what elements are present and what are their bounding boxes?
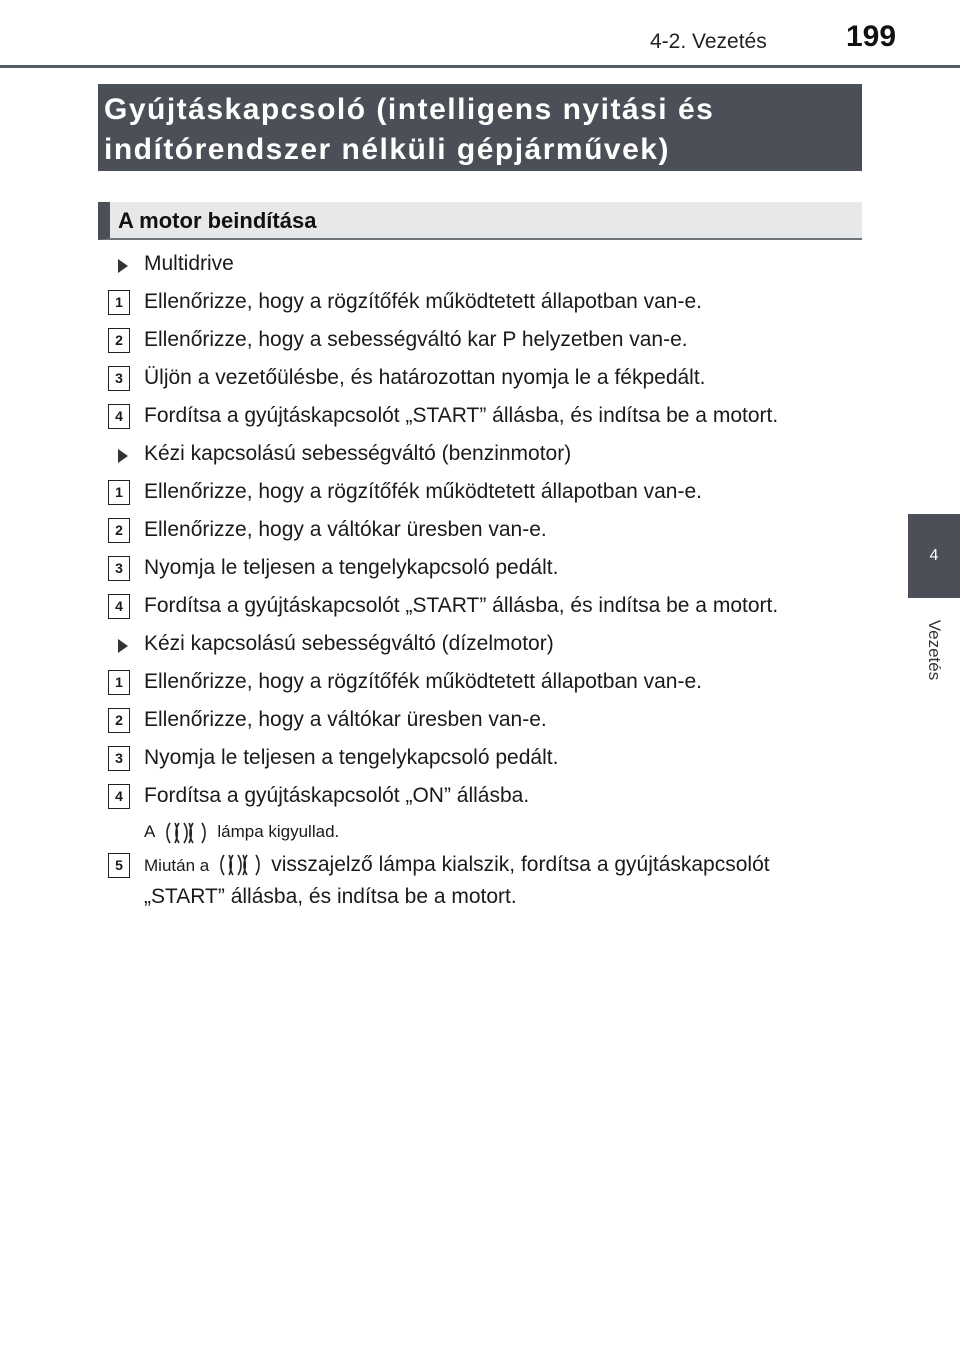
step5-after: visszajelző lámpa kialszik, fordítsa a gyújtáskapcsolót (271, 853, 770, 876)
step-number: 4 (108, 594, 130, 619)
step-row (0, 665, 880, 699)
section-subheading-text: A motor beindítása (118, 208, 317, 233)
step-row (0, 741, 880, 775)
header-rule (0, 65, 960, 68)
step-row (0, 848, 880, 882)
step-number: 2 (108, 328, 130, 353)
step-number: 4 (108, 404, 130, 429)
page-number: 199 (846, 20, 897, 53)
step5-line2: „START” állásba, és indítsa be a motort. (144, 885, 517, 908)
step5-before: Miután a (144, 856, 210, 875)
step-text: Fordítsa a gyújtáskapcsolót „ON” állásba. (144, 784, 530, 807)
lamp-note (0, 815, 880, 849)
step-row (0, 285, 880, 319)
step-number: 2 (108, 518, 130, 543)
glow-plug-indicator-icon (219, 852, 261, 878)
chapter-tab-number: 4 (929, 547, 939, 564)
step-number: 1 (108, 670, 130, 695)
step-row (0, 551, 880, 585)
step-row (0, 513, 880, 547)
step-text: Ellenőrizze, hogy a rögzítőfék működtetett állapotban van-e. (144, 290, 702, 313)
step-row (0, 779, 880, 813)
triangle-bullet-icon (118, 449, 128, 463)
step-number: 4 (108, 784, 130, 809)
group-heading-multidrive: Multidrive (0, 247, 880, 281)
step-number: 3 (108, 556, 130, 581)
step-text: Ellenőrizze, hogy a sebességváltó kar P helyzetben van-e. (144, 328, 688, 351)
step-number: 2 (108, 708, 130, 733)
triangle-bullet-icon (118, 639, 128, 653)
step-number: 3 (108, 366, 130, 391)
lamp-note-after: lámpa kigyullad. (217, 822, 340, 841)
lamp-note-before: A (144, 822, 156, 841)
step-number: 5 (108, 853, 130, 878)
step-text: Nyomja le teljesen a tengelykapcsoló pedált. (144, 746, 559, 769)
step-text: Ellenőrizze, hogy a rögzítőfék működtetett állapotban van-e. (144, 670, 702, 693)
group-heading-manual-petrol: Kézi kapcsolású sebességváltó (benzinmotor) (0, 437, 880, 471)
step-row (0, 475, 880, 509)
step-continuation (0, 880, 880, 914)
step-number: 3 (108, 746, 130, 771)
triangle-bullet-icon (118, 259, 128, 273)
chapter-tab-label: Vezetés (925, 619, 944, 681)
page-title-line-2: indítórendszer nélküli gépjárművek) (104, 133, 670, 166)
glow-plug-indicator-icon (165, 820, 207, 846)
section-header: 4-2. Vezetés (650, 30, 767, 53)
step-number: 1 (108, 480, 130, 505)
chapter-tab[interactable] (908, 514, 960, 598)
group-heading-manual-diesel: Kézi kapcsolású sebességváltó (dízelmotor) (0, 627, 880, 661)
step-row (0, 323, 880, 357)
section-subheading (98, 202, 862, 240)
page-title-box (98, 84, 862, 171)
step-text: Ellenőrizze, hogy a váltókar üresben van-e. (144, 518, 547, 541)
page-title-line-1: Gyújtáskapcsoló (intelligens nyitási és (104, 93, 715, 126)
step-text: Üljön a vezetőülésbe, és határozottan nyomja le a fékpedált. (144, 366, 706, 389)
step-row (0, 589, 880, 623)
step-row (0, 703, 880, 737)
step-text: Nyomja le teljesen a tengelykapcsoló pedált. (144, 556, 559, 579)
step-text: Ellenőrizze, hogy a váltókar üresben van-e. (144, 708, 547, 731)
step-text: Fordítsa a gyújtáskapcsolót „START” állásba, és indítsa be a motort. (144, 404, 779, 427)
step-text: Fordítsa a gyújtáskapcsolót „START” állásba, és indítsa be a motort. (144, 594, 779, 617)
step-row (0, 399, 880, 433)
step-text: Ellenőrizze, hogy a rögzítőfék működtetett állapotban van-e. (144, 480, 702, 503)
step-number: 1 (108, 290, 130, 315)
step-row (0, 361, 880, 395)
